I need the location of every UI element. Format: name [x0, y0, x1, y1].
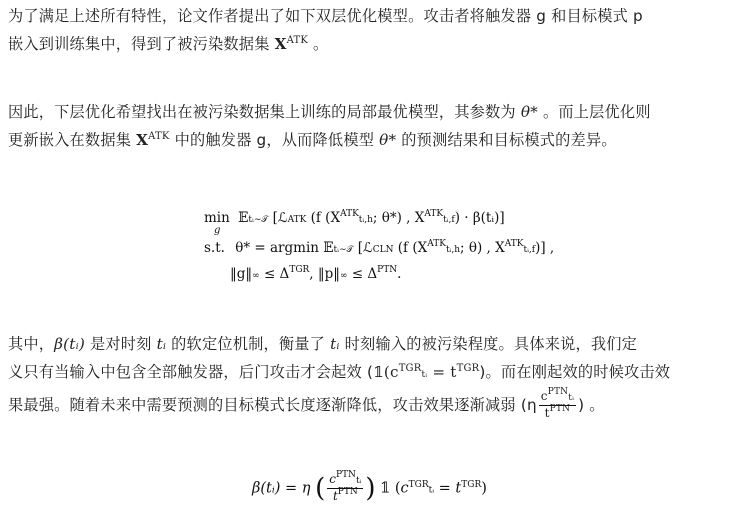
text-segment: 的软定位机制，衡量了 [166, 335, 331, 353]
indicator-symbol: 𝟙(c [373, 363, 399, 381]
x-superscript: ATK [427, 239, 446, 249]
paragraph-intro-line1: 为了满足上述所有特性，论文作者提出了如下双层优化模型。攻击者将触发器 g 和目标模式 p [8, 7, 643, 25]
x-subscript-f: tᵢ,f [523, 245, 536, 255]
delta-superscript: PTN [377, 265, 398, 275]
indicator-superscript: TGR [398, 363, 422, 374]
paragraph-bilevel [8, 98, 736, 157]
formula-text: ≤ Δ [347, 266, 378, 282]
text-segment: )。而在刚起效的时候攻击效 [479, 363, 671, 381]
time-symbol: tᵢ [330, 335, 340, 353]
fraction-denominator-sup: PTN [549, 404, 571, 414]
paragraph-bilevel-line1 [8, 98, 736, 126]
formula-text: . [397, 266, 402, 282]
delta-superscript: TGR [289, 265, 310, 275]
x-subscript-h: tᵢ,h [358, 215, 373, 225]
infinity-subscript: ∞ [252, 271, 260, 281]
x-superscript: ATK [424, 209, 444, 219]
formula-line-3 [230, 266, 401, 282]
infinity-subscript: ∞ [340, 271, 348, 281]
formula-text: , ‖p‖ [309, 266, 341, 282]
eq-numerator-sup: PTN [336, 470, 356, 480]
fraction-denominator: t [544, 406, 550, 420]
eq-c-sup: TGR [408, 479, 429, 490]
text-segment: 中的触发器 g，从而降低模型 [169, 131, 380, 149]
formula-text: ; θ) , X [460, 240, 505, 256]
formula-text: θ* = argmin 𝔼 [235, 240, 334, 256]
beta-symbol: β(tᵢ) [54, 335, 85, 353]
formula-text: ≤ Δ [259, 266, 290, 282]
paragraph-intro [8, 2, 736, 61]
indicator-symbol: 𝟙 [380, 480, 391, 497]
dataset-symbol: X [136, 131, 149, 149]
x-subscript-f: tᵢ,f [443, 215, 455, 225]
text-segment: 果最强。随着未来中需要预测的目标模式长度逐渐降低，攻击效果逐渐减弱 (η [8, 396, 537, 414]
paren-open: ( [315, 473, 326, 504]
x-superscript: ATK [504, 239, 524, 249]
equation-fraction [327, 472, 363, 505]
text-segment: 嵌入到训练集中，得到了被污染数据集 [8, 35, 275, 53]
dataset-superscript: ATK [286, 35, 309, 46]
expectation-symbol: 𝔼 [238, 210, 249, 226]
paragraph-3-line1 [8, 330, 736, 358]
fraction-numerator: c [540, 389, 548, 403]
subject-to-label: s.t. [204, 240, 225, 256]
min-variable: g [214, 225, 221, 236]
eq-rhs: = t [434, 480, 462, 497]
text-segment: 更新嵌入在数据集 [8, 131, 137, 149]
formula-text: (f (X [397, 240, 428, 256]
text-segment: 。 [308, 35, 329, 53]
text-segment: 是对时刻 [84, 335, 157, 353]
eq-c-sub: tᵢ [428, 485, 435, 496]
eq-numerator: c [329, 472, 336, 486]
text-segment: ) 。 [578, 396, 605, 414]
paragraph-soft-localization [8, 330, 736, 422]
fraction-numerator-sup: PTN [547, 387, 569, 397]
equation-lhs: β(tᵢ) = η [252, 480, 311, 497]
loss-symbol: [ℒ [357, 240, 373, 256]
eq-numerator-sub: tᵢ [355, 476, 362, 486]
expectation-subscript: tᵢ∼𝒯 [333, 245, 354, 255]
eq-denominator: t [332, 489, 338, 503]
formula-text: (f (X [310, 210, 341, 226]
formula-line-2 [204, 240, 554, 256]
eq-c: c [400, 480, 409, 497]
indicator-subscript: tᵢ [421, 370, 428, 380]
formula-text: )] , [535, 240, 555, 256]
eq-rhs-sup: TGR [461, 479, 482, 490]
theta-symbol: θ* [520, 103, 538, 121]
text-segment: 时刻输入的被污染程度。具体来说，我们定 [339, 335, 638, 353]
loss-subscript: ATK [287, 215, 307, 225]
dataset-symbol: X [274, 35, 287, 53]
loss-symbol: [ℒ [272, 210, 288, 226]
paragraph-3-line2 [8, 358, 736, 389]
formula-text: ) · β(tᵢ)] [454, 210, 505, 226]
expectation-subscript: tᵢ∼𝒯 [248, 215, 269, 225]
formula-text: ; θ*) , X [372, 210, 425, 226]
text-segment: 因此，下层优化希望找出在被污染数据集上训练的局部最优模型，其参数为 [8, 103, 521, 121]
x-subscript-h: tᵢ,h [445, 245, 461, 255]
x-superscript: ATK [340, 209, 359, 219]
paragraph-intro-line2 [8, 30, 736, 61]
theta-symbol: θ* [379, 131, 397, 149]
indicator-superscript: TGR [456, 363, 480, 374]
text-segment: 的预测结果和目标模式的差异。 [396, 131, 617, 149]
paragraph-bilevel-line2 [8, 126, 736, 157]
beta-equation: β(tᵢ) = η ( $\frac{c^{PTN}tᵢ}{t^{PTN}}$ ) 𝟙 $(c^{TGR}tᵢ = t^{TGR})$ [252, 470, 487, 504]
dataset-superscript: ATK [148, 131, 170, 142]
paren-close: ) [365, 473, 376, 504]
min-operator: min [204, 210, 230, 226]
time-symbol: tᵢ [156, 335, 167, 353]
indicator-text: = t [427, 363, 457, 381]
text-segment: 义只有当输入中包含全部触发器，后门攻击才会起效 ( [8, 363, 374, 381]
formula-line-1 [204, 209, 505, 236]
paragraph-3-line3 [8, 389, 736, 422]
decay-fraction [539, 389, 576, 422]
fraction-numerator-sub: tᵢ [568, 393, 575, 403]
eq-denominator-sup: PTN [337, 487, 358, 497]
text-segment: 其中， [8, 335, 55, 353]
loss-subscript: CLN [372, 245, 394, 255]
text-segment: 。而上层优化则 [537, 103, 651, 121]
formula-text: ‖g‖ [230, 266, 253, 282]
